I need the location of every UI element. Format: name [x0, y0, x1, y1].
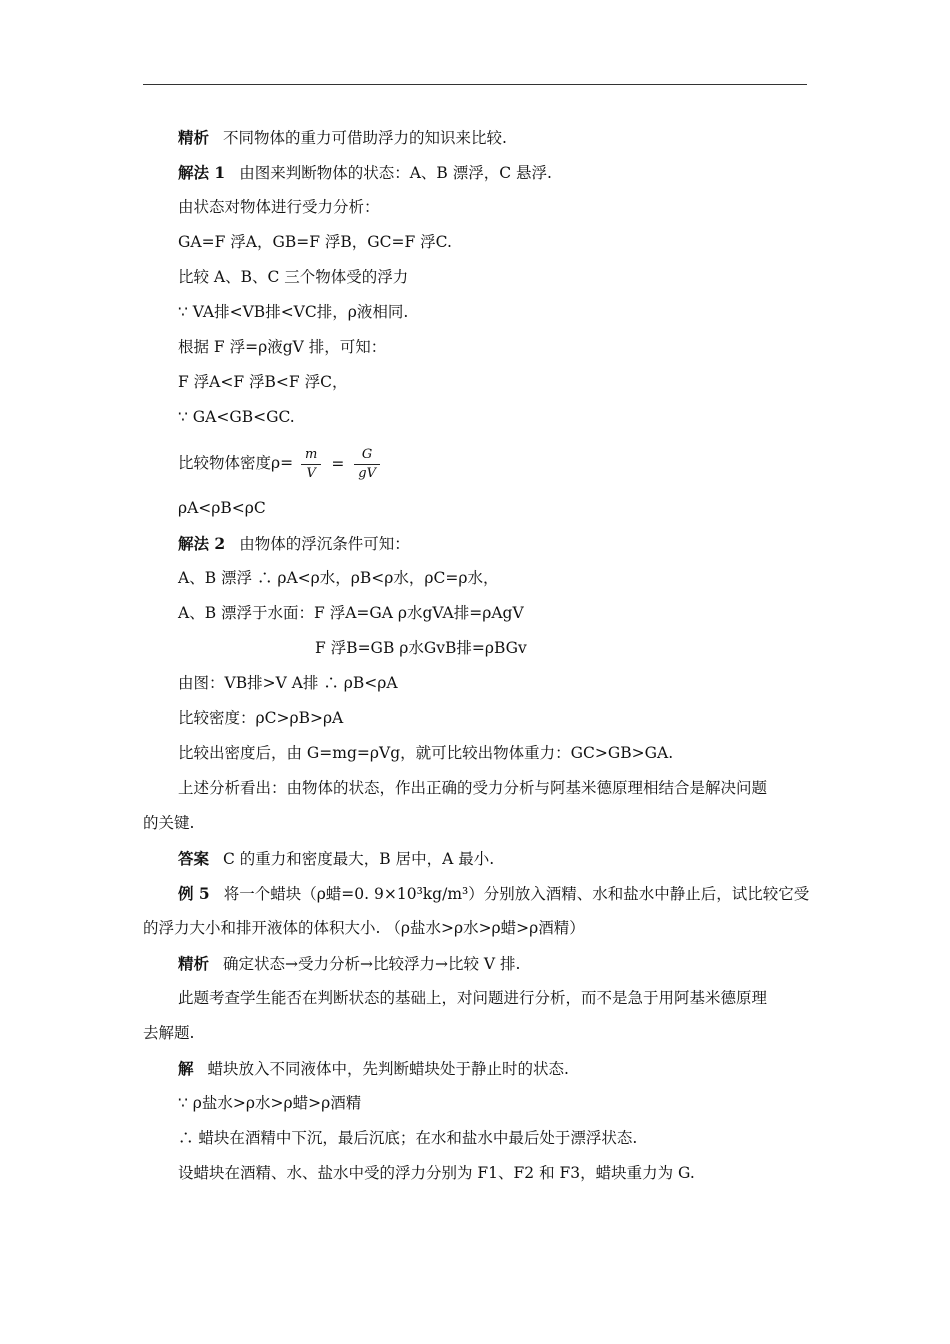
- fraction-denominator: gV: [358, 465, 376, 481]
- equation-line: GA=F 浮A，GB=F 浮B，GC=F 浮C.: [178, 233, 452, 251]
- solution-label: 解: [178, 1059, 194, 1078]
- analysis-text: 确定状态→受力分析→比较浮力→比较 V 排.: [223, 955, 521, 973]
- equation-line: ρA<ρB<ρC: [178, 499, 266, 517]
- analysis-line: [143, 946, 807, 981]
- body-line: 的关键.: [143, 814, 195, 832]
- body-line: 去解题.: [143, 1024, 195, 1042]
- header-rule: [143, 84, 807, 85]
- analysis-text: 不同物体的重力可借助浮力的知识来比较.: [223, 129, 507, 147]
- body-line: 的浮力大小和排开液体的体积大小. （ρ盐水>ρ水>ρ蜡>ρ酒精）: [143, 919, 585, 937]
- solution-text: 蜡块放入不同液体中，先判断蜡块处于静止时的状态.: [207, 1060, 569, 1078]
- answer-text: C 的重力和密度最大，B 居中，A 最小.: [223, 850, 495, 868]
- solution-line: [143, 1051, 807, 1086]
- fraction-numerator: m: [301, 446, 321, 465]
- analysis-label: 精析: [178, 954, 210, 973]
- body-line: 由状态对物体进行受力分析：: [178, 198, 380, 216]
- equation-line: A、B 漂浮 ∴ ρA<ρ水，ρB<ρ水，ρC=ρ水，: [178, 569, 499, 587]
- method1-text: 由图来判断物体的状态：A、B 漂浮，C 悬浮.: [239, 164, 552, 182]
- body-line: 设蜡块在酒精、水、盐水中受的浮力分别为 F1、F2 和 F3，蜡块重力为 G.: [178, 1164, 695, 1182]
- analysis-line: [143, 120, 807, 155]
- answer-label: 答案: [178, 849, 210, 868]
- body-line: 根据 F 浮=ρ液gV 排，可知：: [178, 338, 387, 356]
- example5-label: 例 5: [178, 884, 210, 903]
- equation-line: 由图：VB排>V A排 ∴ ρB<ρA: [178, 674, 398, 692]
- method1-line: [143, 155, 807, 190]
- body-line: 上述分析看出：由物体的状态，作出正确的受力分析与阿基米德原理相结合是解决问题: [178, 779, 768, 797]
- method2-line: [143, 526, 807, 561]
- fraction-m-over-v: [301, 446, 321, 483]
- equation-line: F 浮A<F 浮B<F 浮C，: [178, 373, 348, 391]
- equation-line: ∵ GA<GB<GC.: [178, 408, 295, 426]
- equals-sign: =: [331, 455, 345, 473]
- method2-label: 解法 2: [178, 534, 226, 553]
- method1-label: 解法 1: [178, 163, 226, 182]
- equation-line: A、B 漂浮于水面：F 浮A=GA ρ水gVA排=ρAgV: [178, 604, 524, 622]
- fraction-denominator: V: [306, 465, 316, 481]
- example5-line: [143, 876, 810, 911]
- document-body: [143, 120, 810, 1191]
- equation-line: 比较密度：ρC>ρB>ρA: [178, 709, 344, 727]
- fraction-numerator: G: [354, 446, 380, 465]
- body-line: 比较出密度后，由 G=mg=ρVg，就可比较出物体重力：GC>GB>GA.: [178, 744, 674, 762]
- density-formula-line: [143, 435, 807, 491]
- equation-line: F 浮B=GB ρ水GvB排=ρBGv: [315, 639, 527, 657]
- equation-line: ∵ ρ盐水>ρ水>ρ蜡>ρ酒精: [178, 1094, 362, 1112]
- equation-line: ∵ VA排<VB排<VC排，ρ液相同.: [178, 303, 409, 321]
- answer-line: [143, 841, 807, 876]
- example5-text: 将一个蜡块（ρ蜡=0. 9×10³kg/m³）分别放入酒精、水和盐水中静止后，试比较它受: [223, 885, 810, 903]
- body-line: 此题考查学生能否在判断状态的基础上，对问题进行分析，而不是急于用阿基米德原理: [178, 989, 768, 1007]
- analysis-label: 精析: [178, 128, 210, 147]
- density-formula-text: 比较物体密度ρ=: [178, 454, 294, 472]
- fraction-g-over-gv: [354, 446, 380, 483]
- method2-text: 由物体的浮沉条件可知：: [239, 535, 410, 553]
- body-line: ∴ 蜡块在酒精中下沉，最后沉底；在水和盐水中最后处于漂浮状态.: [178, 1129, 638, 1147]
- body-line: 比较 A、B、C 三个物体受的浮力: [178, 268, 409, 286]
